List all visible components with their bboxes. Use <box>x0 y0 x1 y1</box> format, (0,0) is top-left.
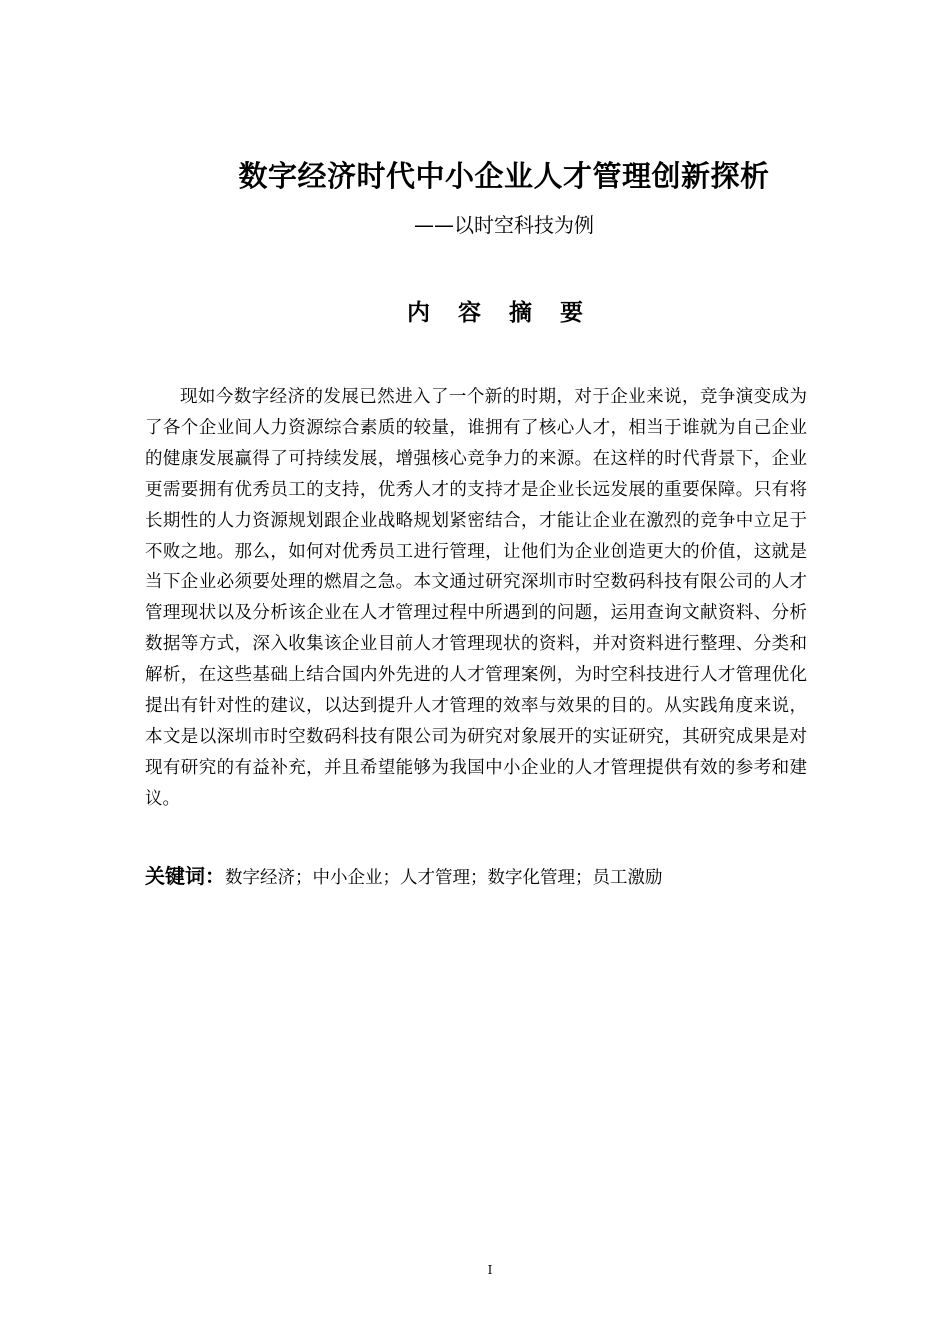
abstract-heading: 内 容 摘 要 <box>406 300 594 326</box>
keywords-label: 关键词： <box>145 864 225 888</box>
keywords-line <box>145 860 845 894</box>
paper-title: 数字经济时代中小企业人才管理创新探析 <box>238 159 770 193</box>
paper-subtitle: ——以时空科技为例 <box>414 213 594 237</box>
page-number: I <box>487 1263 493 1277</box>
keywords-text: 数字经济；中小企业；人才管理；数字化管理；员工激励 <box>225 868 663 888</box>
abstract-body: 现如今数字经济的发展已然进入了一个新的时期，对于企业来说，竞争演变成为了各个企业间人力资源综合素质的较量，谁拥有了核心人才，相当于谁就为自己企业的健康发展赢得了可持续发展，增强核心竞争力的来源。在这样的时代背景下，企业更需要拥有优秀员工的支持，优秀人才的支持才是企业长远发展的重要保障。只有将长期性的人力资源规划跟企业战略规划紧密结合，才能让企业在激烈的竞争中立足于不败之地。那么，如何对优秀员工进行管理，让他们为企业创造更大的价值，这就是当下企业必须要处理的燃眉之急。本文通过研究深圳市时空数码科技有限公司的人才管理现状以及分析该企业在人才管理过程中所遇到的问题，运用查询文献资料、分析数据等方式，深入收集该企业目前人才管理现状的资料，并对资料进行整理、分类和解析，在这些基础上结合国内外先进的人才管理案例，为时空科技进行人才管理优化提出有针对性的建议，以达到提升人才管理的效率与效果的目的。从实践角度来说，本文是以深圳市时空数码科技有限公司为研究对象展开的实证研究，其研究成果是对现有研究的有益补充，并且希望能够为我国中小企业的人才管理提供有效的参考和建议。 <box>145 387 807 809</box>
